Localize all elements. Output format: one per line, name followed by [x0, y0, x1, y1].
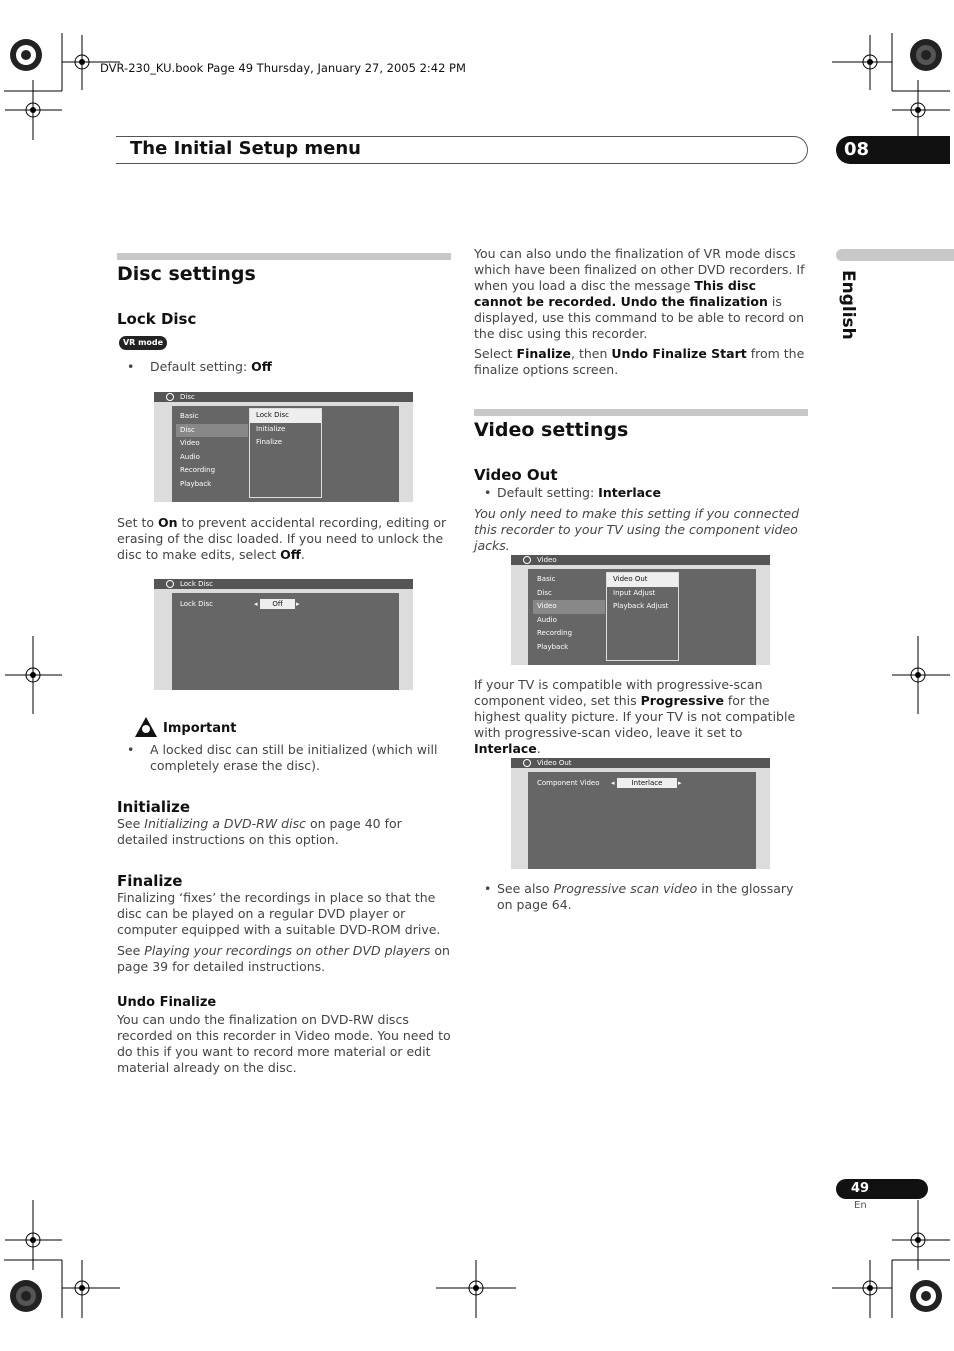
- left-arrow-icon[interactable]: ◂: [611, 779, 615, 787]
- page-number: 49: [836, 1179, 928, 1199]
- menu-item[interactable]: Recording: [537, 629, 573, 637]
- progressive-description: If your TV is compatible with progressive-scan component video, set this Progressive for the highest quality picture. If your TV is not compatible with progressive-scan video, leave it set to Interlace.: [474, 677, 796, 756]
- important-title: Important: [163, 721, 237, 736]
- video-settings-icon: [523, 556, 531, 564]
- finalize-see-text: See Playing your recordings on other DVD players on page 39 for detailed instructions.: [117, 943, 450, 974]
- menu-item-selected[interactable]: Video: [533, 600, 605, 614]
- component-video-value[interactable]: Interlace: [617, 778, 677, 788]
- heading-video-out: Video Out: [474, 466, 558, 484]
- language-label: English: [838, 270, 858, 340]
- setup-menu-list: [533, 573, 605, 654]
- menu-item-selected[interactable]: Disc: [176, 424, 248, 438]
- undo-vr-text: You can also undo the finalization of VR mode discs which have been finalized on other DVD recorders. If when you load a disc the message This disc cannot be recorded. Undo the finalization is displayed, use this command to be able to record on the disc using this recorder.: [474, 246, 805, 341]
- menu-item[interactable]: Playback: [537, 642, 569, 651]
- submenu-item-selected[interactable]: Lock Disc: [250, 409, 321, 423]
- section-title-video-settings: Video settings: [474, 419, 629, 441]
- right-arrow-icon[interactable]: ▸: [296, 600, 300, 608]
- heading-undo-finalize: Undo Finalize: [117, 995, 217, 1010]
- submenu-item[interactable]: Initialize: [256, 424, 286, 433]
- finalize-text: Finalizing ‘fixes’ the recordings in place so that the disc can be played on a regular DVD player or computer equipped with a suitable DVD-ROM drive.: [117, 890, 441, 937]
- submenu-item-selected[interactable]: Video Out: [607, 573, 678, 587]
- menu-item[interactable]: Playback: [180, 479, 212, 488]
- menu-item[interactable]: Audio: [180, 452, 200, 461]
- heading-initialize: Initialize: [117, 798, 191, 816]
- left-arrow-icon[interactable]: ◂: [254, 600, 258, 608]
- section-bar: [117, 253, 451, 260]
- initialize-text: See Initializing a DVD-RW disc on page 40 for detailed instructions on this option.: [117, 816, 402, 847]
- submenu-panel: [249, 408, 322, 498]
- warning-icon: [134, 716, 158, 738]
- page-title: The Initial Setup menu: [130, 138, 361, 159]
- disc-settings-icon: [166, 393, 174, 401]
- undo-finalize-text: You can undo the finalization on DVD-RW discs recorded on this recorder in Video mode. You need to do this if you want to record more material or edit material already on the disc.: [117, 1012, 451, 1075]
- menu-item[interactable]: Basic: [537, 575, 556, 583]
- video-settings-icon: [523, 759, 531, 767]
- section-title-disc-settings: Disc settings: [117, 263, 256, 285]
- chapter-number: 08: [836, 136, 950, 164]
- menu-item[interactable]: Audio: [537, 615, 557, 624]
- vr-mode-badge: VR mode: [119, 336, 167, 350]
- right-arrow-icon[interactable]: ▸: [678, 779, 682, 787]
- video-out-screen: Video Out Component Video ◂ Interlace ▸: [511, 758, 770, 869]
- heading-lock-disc: Lock Disc: [117, 310, 197, 328]
- file-info: DVR-230_KU.book Page 49 Thursday, January 27, 2005 2:42 PM: [100, 61, 466, 75]
- setup-menu-list: [176, 410, 248, 491]
- language-tab: [836, 249, 954, 261]
- video-menu-screen: Video Basic Disc Video Audio Recording Playback Video Out Input Adjust Playback Adjust: [511, 555, 770, 665]
- submenu-panel: [606, 572, 679, 661]
- component-video-label: Component Video: [537, 779, 600, 787]
- lock-disc-label: Lock Disc: [180, 600, 214, 608]
- menu-item[interactable]: Recording: [180, 466, 216, 474]
- submenu-item[interactable]: Finalize: [256, 438, 283, 446]
- page-language: En: [854, 1200, 867, 1211]
- disc-settings-icon: [166, 580, 174, 588]
- menu-item[interactable]: Basic: [180, 412, 199, 420]
- lock-disc-screen: Lock Disc Lock Disc ◂ Off ▸: [154, 579, 413, 690]
- menu-item[interactable]: Video: [180, 439, 200, 447]
- lock-disc-value[interactable]: Off: [260, 599, 295, 609]
- lock-disc-description: Set to On to prevent accidental recording, editing or erasing of the disc loaded. If you need to unlock the disc to make edits, select Off.: [117, 515, 447, 562]
- section-bar: [474, 409, 808, 416]
- select-undo-text: Select Finalize, then Undo Finalize Start from the finalize options screen.: [474, 346, 805, 377]
- submenu-item[interactable]: Input Adjust: [613, 588, 656, 597]
- heading-finalize: Finalize: [117, 872, 183, 890]
- disc-menu-screen: Disc Basic Disc Video Audio Recording Playback Lock Disc Initialize Finalize: [154, 392, 413, 502]
- submenu-item[interactable]: Playback Adjust: [613, 602, 669, 610]
- menu-item[interactable]: Disc: [537, 588, 552, 597]
- video-out-note: You only need to make this setting if you connected this recorder to your TV using the component video jacks.: [474, 506, 800, 553]
